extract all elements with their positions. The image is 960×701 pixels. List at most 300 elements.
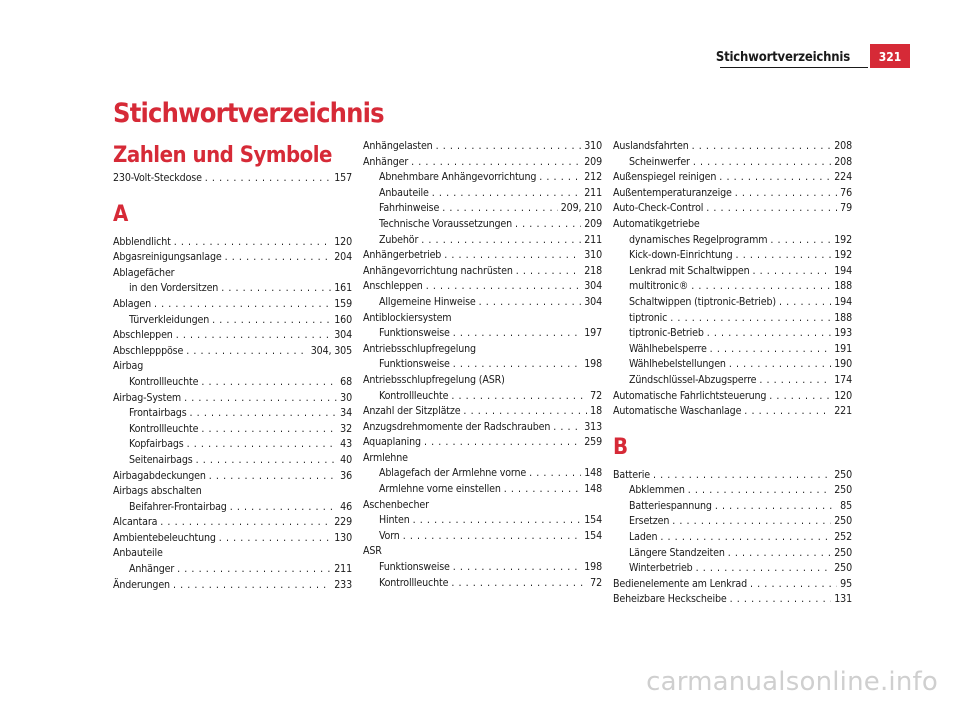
dot-leader bbox=[209, 469, 337, 485]
entry-page-ref: 209 bbox=[584, 217, 602, 230]
entry-page-ref: 304 bbox=[584, 280, 602, 293]
index-entry bbox=[363, 498, 602, 514]
entry-label: Abgasreinigungsanlage bbox=[113, 251, 222, 264]
dot-leader bbox=[411, 155, 581, 171]
index-entry bbox=[113, 266, 352, 282]
entry-label: Fahrhinweise bbox=[379, 202, 440, 215]
entry-label: Anhängerbetrieb bbox=[363, 249, 442, 262]
entry-label: Technische Voraussetzungen bbox=[379, 217, 512, 230]
index-entry bbox=[113, 171, 352, 187]
entry-page-ref: 174 bbox=[834, 373, 852, 386]
entry-label: Vorn bbox=[379, 529, 400, 542]
dot-leader bbox=[753, 264, 832, 280]
entry-label: multitronic® bbox=[629, 280, 689, 293]
index-entry bbox=[363, 435, 602, 451]
index-subentry bbox=[363, 186, 602, 202]
index-entry bbox=[613, 201, 852, 217]
entry-page-ref: 250 bbox=[834, 468, 852, 481]
entry-page-ref: 154 bbox=[584, 529, 602, 542]
entry-label: Antiblockiersystem bbox=[363, 311, 452, 324]
entry-label: Antriebsschlupfregelung (ASR) bbox=[363, 373, 505, 386]
entry-page-ref: 198 bbox=[584, 561, 602, 574]
entry-label: Airbag bbox=[113, 360, 144, 373]
entry-label: Anbauteile bbox=[113, 547, 163, 560]
entry-page-ref: 250 bbox=[834, 515, 852, 528]
entry-page-ref: 18 bbox=[590, 405, 602, 418]
dot-leader bbox=[516, 264, 582, 280]
section-heading: Zahlen und Symbole bbox=[113, 143, 332, 168]
entry-page-ref: 157 bbox=[334, 172, 352, 184]
dot-leader bbox=[173, 578, 331, 594]
index-entry bbox=[363, 373, 602, 389]
entry-page-ref: 259 bbox=[584, 436, 602, 449]
entry-label: Airbagabdeckungen bbox=[113, 469, 206, 482]
index-entry bbox=[363, 451, 602, 467]
entry-page-ref: 193 bbox=[834, 327, 852, 340]
dot-leader bbox=[186, 344, 308, 360]
dot-leader bbox=[691, 279, 831, 295]
entry-label: Abschleppen bbox=[113, 329, 173, 342]
entry-label: Batterie bbox=[613, 468, 650, 481]
dot-leader bbox=[436, 139, 582, 155]
index-entry bbox=[113, 515, 352, 531]
entry-label: Scheinwerfer bbox=[629, 155, 690, 168]
dot-leader bbox=[230, 500, 337, 516]
index-subentry bbox=[613, 248, 852, 264]
entry-page-ref: 304 bbox=[584, 295, 602, 308]
entry-label: Kopfairbags bbox=[129, 438, 184, 451]
entry-page-ref: 211 bbox=[334, 563, 352, 576]
entry-label: Funktionsweise bbox=[379, 327, 450, 340]
entry-label: Armlehne bbox=[363, 451, 408, 464]
dot-leader bbox=[672, 514, 831, 530]
entry-label: Automatikgetriebe bbox=[613, 217, 700, 230]
dot-leader bbox=[190, 406, 338, 422]
dot-leader bbox=[219, 531, 331, 547]
entry-page-ref: 310 bbox=[584, 140, 602, 152]
dot-leader bbox=[539, 170, 581, 186]
index-entry bbox=[113, 250, 352, 266]
dot-leader bbox=[744, 404, 831, 420]
entry-label: Beifahrer-Frontairbag bbox=[129, 500, 227, 513]
dot-leader bbox=[187, 437, 338, 453]
index-subentry bbox=[113, 437, 352, 453]
dot-leader bbox=[653, 468, 831, 484]
index-entry bbox=[613, 389, 852, 405]
entry-page-ref: 40 bbox=[340, 453, 352, 466]
index-subentry bbox=[613, 311, 852, 327]
entry-label: Aschenbecher bbox=[363, 498, 429, 511]
dot-leader bbox=[212, 313, 331, 329]
dot-leader bbox=[688, 483, 832, 499]
dot-leader bbox=[453, 357, 581, 373]
entry-label: Beheizbare Heckscheibe bbox=[613, 593, 727, 606]
dot-leader bbox=[154, 297, 331, 313]
entry-label: Außentemperaturanzeige bbox=[613, 186, 732, 199]
index-subentry bbox=[113, 406, 352, 422]
index-entry bbox=[613, 186, 852, 202]
index-subentry bbox=[363, 217, 602, 233]
entry-page-ref: 304 bbox=[334, 329, 352, 342]
dot-leader bbox=[769, 389, 831, 405]
dot-leader bbox=[403, 529, 582, 545]
entry-page-ref: 72 bbox=[590, 576, 602, 589]
dot-leader bbox=[444, 248, 581, 264]
entry-label: Kontrollleuchte bbox=[129, 422, 199, 435]
entry-label: Änderungen bbox=[113, 578, 170, 591]
dot-leader bbox=[451, 389, 587, 405]
index-column-3 bbox=[613, 139, 852, 608]
header-rule bbox=[720, 67, 868, 68]
entry-label: Alcantara bbox=[113, 516, 158, 529]
dot-leader bbox=[424, 435, 581, 451]
entry-label: Abschlepppöse bbox=[113, 344, 184, 357]
index-entry bbox=[113, 484, 352, 500]
entry-page-ref: 191 bbox=[834, 342, 852, 355]
entry-label: Schaltwippen (tiptronic-Betrieb) bbox=[629, 295, 776, 308]
index-subentry bbox=[113, 313, 352, 329]
entry-label: Anhänger bbox=[129, 563, 175, 576]
index-subentry bbox=[613, 483, 852, 499]
index-subentry bbox=[363, 170, 602, 186]
entry-label: Zubehör bbox=[379, 233, 419, 246]
dot-leader bbox=[453, 326, 581, 342]
index-entry bbox=[363, 139, 602, 155]
entry-label: Ablagefächer bbox=[113, 266, 175, 279]
entry-page-ref: 204 bbox=[334, 251, 352, 264]
dot-leader bbox=[728, 546, 832, 562]
entry-label: Airbags abschalten bbox=[113, 485, 202, 498]
index-subentry bbox=[613, 233, 852, 249]
index-subentry bbox=[363, 529, 602, 545]
index-entry bbox=[363, 404, 602, 420]
index-subentry bbox=[363, 466, 602, 482]
dot-leader bbox=[504, 482, 582, 498]
entry-page-ref: 188 bbox=[834, 311, 852, 324]
entry-page-ref: 192 bbox=[834, 233, 852, 246]
entry-label: Aquaplaning bbox=[363, 436, 421, 449]
entry-label: Winterbetrieb bbox=[629, 562, 693, 575]
index-subentry bbox=[363, 201, 602, 217]
entry-page-ref: 68 bbox=[340, 375, 352, 388]
index-entry bbox=[113, 328, 352, 344]
entry-page-ref: 36 bbox=[340, 469, 352, 482]
entry-label: Anhängelasten bbox=[363, 140, 433, 152]
index-column-1 bbox=[113, 140, 352, 593]
entry-label: Abklemmen bbox=[629, 484, 685, 497]
index-subentry bbox=[613, 499, 852, 515]
entry-page-ref: 30 bbox=[340, 391, 352, 404]
dot-leader bbox=[201, 422, 337, 438]
entry-page-ref: 209 bbox=[584, 155, 602, 168]
index-entry bbox=[113, 344, 352, 360]
entry-page-ref: 313 bbox=[584, 420, 602, 433]
entry-label: tiptronic bbox=[629, 311, 668, 324]
entry-label: dynamisches Regelprogramm bbox=[629, 233, 768, 246]
dot-leader bbox=[176, 328, 332, 344]
entry-label: Außenspiegel reinigen bbox=[613, 171, 717, 184]
entry-label: Hinten bbox=[379, 514, 410, 527]
dot-leader bbox=[553, 420, 581, 436]
entry-page-ref: 194 bbox=[834, 295, 852, 308]
entry-label: Kontrollleuchte bbox=[379, 576, 449, 589]
index-subentry bbox=[613, 155, 852, 171]
dot-leader bbox=[779, 295, 831, 311]
index-entry bbox=[613, 592, 852, 608]
entry-page-ref: 221 bbox=[834, 405, 852, 418]
entry-page-ref: 198 bbox=[584, 358, 602, 371]
dot-leader bbox=[660, 530, 831, 546]
index-subentry bbox=[613, 561, 852, 577]
index-subentry bbox=[613, 546, 852, 562]
entry-page-ref: 43 bbox=[340, 438, 352, 451]
dot-leader bbox=[693, 155, 831, 171]
entry-label: Anhänger bbox=[363, 155, 409, 168]
dot-leader bbox=[205, 171, 331, 187]
entry-page-ref: 192 bbox=[834, 249, 852, 262]
entry-page-ref: 120 bbox=[334, 235, 352, 248]
dot-leader bbox=[719, 170, 831, 186]
entry-page-ref: 233 bbox=[334, 578, 352, 591]
index-entry bbox=[613, 577, 852, 593]
entry-label: Zündschlüssel-Abzugsperre bbox=[629, 373, 757, 386]
entry-label: Automatische Fahrlichtsteuerung bbox=[613, 389, 767, 402]
dot-leader bbox=[715, 499, 837, 515]
index-subentry bbox=[363, 560, 602, 576]
entry-page-ref: 252 bbox=[834, 531, 852, 544]
entry-label: Wählhebelsperre bbox=[629, 342, 707, 355]
index-subentry bbox=[613, 326, 852, 342]
dot-leader bbox=[529, 466, 581, 482]
index-entry bbox=[363, 544, 602, 560]
index-subentry bbox=[363, 233, 602, 249]
dot-leader bbox=[696, 561, 832, 577]
watermark: carmanualsonline.info bbox=[646, 667, 938, 697]
entry-page-ref: 76 bbox=[840, 186, 852, 199]
dot-leader bbox=[706, 201, 837, 217]
dot-leader bbox=[174, 235, 332, 251]
index-subentry bbox=[113, 453, 352, 469]
entry-label: Wählhebelstellungen bbox=[629, 358, 726, 371]
entry-label: tiptronic-Betrieb bbox=[629, 327, 704, 340]
index-entry bbox=[613, 170, 852, 186]
entry-page-ref: 148 bbox=[584, 467, 602, 480]
dot-leader bbox=[442, 201, 558, 217]
index-entry bbox=[613, 139, 852, 155]
entry-page-ref: 310 bbox=[584, 249, 602, 262]
entry-label: Ablagefach der Armlehne vorne bbox=[379, 467, 527, 480]
entry-label: Kick-down-Einrichtung bbox=[629, 249, 733, 262]
index-subentry bbox=[613, 264, 852, 280]
dot-leader bbox=[453, 560, 581, 576]
index-entry bbox=[113, 469, 352, 485]
entry-label: ASR bbox=[363, 545, 382, 558]
dot-leader bbox=[413, 513, 582, 529]
index-entry bbox=[113, 235, 352, 251]
index-subentry bbox=[613, 295, 852, 311]
entry-label: Funktionsweise bbox=[379, 561, 450, 574]
dot-leader bbox=[426, 279, 582, 295]
entry-page-ref: 304, 305 bbox=[310, 344, 352, 357]
entry-label: Türverkleidungen bbox=[129, 313, 210, 326]
dot-leader bbox=[515, 217, 581, 233]
entry-page-ref: 34 bbox=[340, 407, 352, 420]
dot-leader bbox=[770, 233, 831, 249]
entry-label: Frontairbags bbox=[129, 407, 187, 420]
dot-leader bbox=[750, 577, 837, 593]
dot-leader bbox=[432, 186, 581, 202]
dot-leader bbox=[736, 248, 832, 264]
entry-label: Ambientebeleuchtung bbox=[113, 531, 216, 544]
section-heading: A bbox=[113, 201, 128, 227]
entry-label: Antriebsschlupfregelung bbox=[363, 342, 476, 355]
entry-page-ref: 212 bbox=[584, 171, 602, 184]
entry-label: Seitenairbags bbox=[129, 453, 193, 466]
dot-leader bbox=[177, 562, 331, 578]
entry-label: Auslandsfahrten bbox=[613, 140, 689, 152]
entry-page-ref: 72 bbox=[590, 389, 602, 402]
entry-page-ref: 161 bbox=[334, 282, 352, 295]
index-subentry bbox=[613, 342, 852, 358]
entry-label: Lenkrad mit Schaltwippen bbox=[629, 264, 750, 277]
dot-leader bbox=[730, 592, 832, 608]
dot-leader bbox=[184, 391, 337, 407]
dot-leader bbox=[707, 326, 832, 342]
entry-page-ref: 159 bbox=[334, 297, 352, 310]
index-entry bbox=[363, 155, 602, 171]
dot-leader bbox=[421, 233, 581, 249]
entry-page-ref: 148 bbox=[584, 483, 602, 496]
dot-leader bbox=[479, 295, 582, 311]
entry-label: Bedienelemente am Lenkrad bbox=[613, 577, 747, 590]
entry-page-ref: 79 bbox=[840, 202, 852, 215]
entry-label: Airbag-System bbox=[113, 391, 182, 404]
index-entry bbox=[613, 404, 852, 420]
index-subentry bbox=[363, 482, 602, 498]
entry-label: Allgemeine Hinweise bbox=[379, 295, 476, 308]
entry-page-ref: 208 bbox=[834, 140, 852, 152]
entry-label: Anschleppen bbox=[363, 280, 423, 293]
index-entry bbox=[613, 217, 852, 233]
index-subentry bbox=[363, 295, 602, 311]
index-entry bbox=[113, 546, 352, 562]
index-subentry bbox=[113, 281, 352, 297]
page-header bbox=[690, 44, 910, 68]
entry-label: Batteriespannung bbox=[629, 499, 712, 512]
index-subentry bbox=[363, 576, 602, 592]
entry-page-ref: 130 bbox=[334, 531, 352, 544]
dot-leader bbox=[196, 453, 338, 469]
entry-label: in den Vordersitzen bbox=[129, 282, 219, 295]
index-subentry bbox=[113, 562, 352, 578]
index-entry bbox=[113, 297, 352, 313]
index-entry bbox=[113, 359, 352, 375]
section-heading: B bbox=[613, 434, 628, 460]
entry-label: Längere Standzeiten bbox=[629, 546, 725, 559]
entry-label: Abnehmbare Anhängevorrichtung bbox=[379, 171, 537, 184]
index-subentry bbox=[113, 500, 352, 516]
index-entry bbox=[363, 279, 602, 295]
entry-page-ref: 120 bbox=[834, 389, 852, 402]
index-subentry bbox=[613, 373, 852, 389]
entry-page-ref: 32 bbox=[340, 422, 352, 435]
entry-label: Laden bbox=[629, 531, 658, 544]
index-subentry bbox=[363, 357, 602, 373]
entry-label: Funktionsweise bbox=[379, 358, 450, 371]
entry-page-ref: 224 bbox=[834, 171, 852, 184]
entry-label: Anzugsdrehmomente der Radschrauben bbox=[363, 420, 551, 433]
dot-leader bbox=[735, 186, 837, 202]
entry-page-ref: 229 bbox=[334, 516, 352, 529]
entry-label: 230-Volt-Steckdose bbox=[113, 172, 202, 184]
entry-page-ref: 218 bbox=[584, 264, 602, 277]
index-entry bbox=[613, 468, 852, 484]
entry-label: Anzahl der Sitzplätze bbox=[363, 405, 461, 418]
index-entry bbox=[113, 578, 352, 594]
dot-leader bbox=[225, 250, 332, 266]
entry-page-ref: 250 bbox=[834, 546, 852, 559]
index-subentry bbox=[363, 389, 602, 405]
page-number: 321 bbox=[870, 44, 910, 68]
index-subentry bbox=[113, 422, 352, 438]
entry-label: Anbauteile bbox=[379, 186, 429, 199]
dot-leader bbox=[729, 357, 831, 373]
entry-page-ref: 154 bbox=[584, 514, 602, 527]
entry-page-ref: 131 bbox=[834, 593, 852, 606]
entry-page-ref: 197 bbox=[584, 327, 602, 340]
dot-leader bbox=[451, 576, 587, 592]
dot-leader bbox=[692, 139, 832, 155]
entry-page-ref: 194 bbox=[834, 264, 852, 277]
index-subentry bbox=[613, 279, 852, 295]
index-subentry bbox=[113, 375, 352, 391]
index-column-2 bbox=[363, 139, 602, 591]
entry-label: Armlehne vorne einstellen bbox=[379, 483, 501, 496]
entry-label: Automatische Waschanlage bbox=[613, 405, 742, 418]
index-subentry bbox=[363, 326, 602, 342]
entry-label: Anhängevorrichtung nachrüsten bbox=[363, 264, 513, 277]
entry-page-ref: 188 bbox=[834, 280, 852, 293]
entry-page-ref: 250 bbox=[834, 562, 852, 575]
index-subentry bbox=[613, 514, 852, 530]
dot-leader bbox=[710, 342, 832, 358]
dot-leader bbox=[463, 404, 587, 420]
entry-label: Ablagen bbox=[113, 297, 151, 310]
index-subentry bbox=[613, 357, 852, 373]
index-entry bbox=[363, 420, 602, 436]
entry-page-ref: 250 bbox=[834, 484, 852, 497]
entry-page-ref: 190 bbox=[834, 358, 852, 371]
index-entry bbox=[113, 531, 352, 547]
entry-label: Kontrollleuchte bbox=[379, 389, 449, 402]
index-entry bbox=[363, 248, 602, 264]
entry-page-ref: 160 bbox=[334, 313, 352, 326]
entry-label: Auto-Check-Control bbox=[613, 202, 704, 215]
entry-page-ref: 211 bbox=[584, 233, 602, 246]
index-entry bbox=[363, 311, 602, 327]
dot-leader bbox=[221, 281, 331, 297]
dot-leader bbox=[160, 515, 331, 531]
page-title: Stichwortverzeichnis bbox=[113, 98, 384, 129]
index-entry bbox=[113, 391, 352, 407]
dot-leader bbox=[670, 311, 831, 327]
index-entry bbox=[363, 264, 602, 280]
index-entry bbox=[363, 342, 602, 358]
dot-leader bbox=[201, 375, 337, 391]
entry-page-ref: 211 bbox=[584, 186, 602, 199]
dot-leader bbox=[759, 373, 831, 389]
entry-page-ref: 46 bbox=[340, 500, 352, 513]
